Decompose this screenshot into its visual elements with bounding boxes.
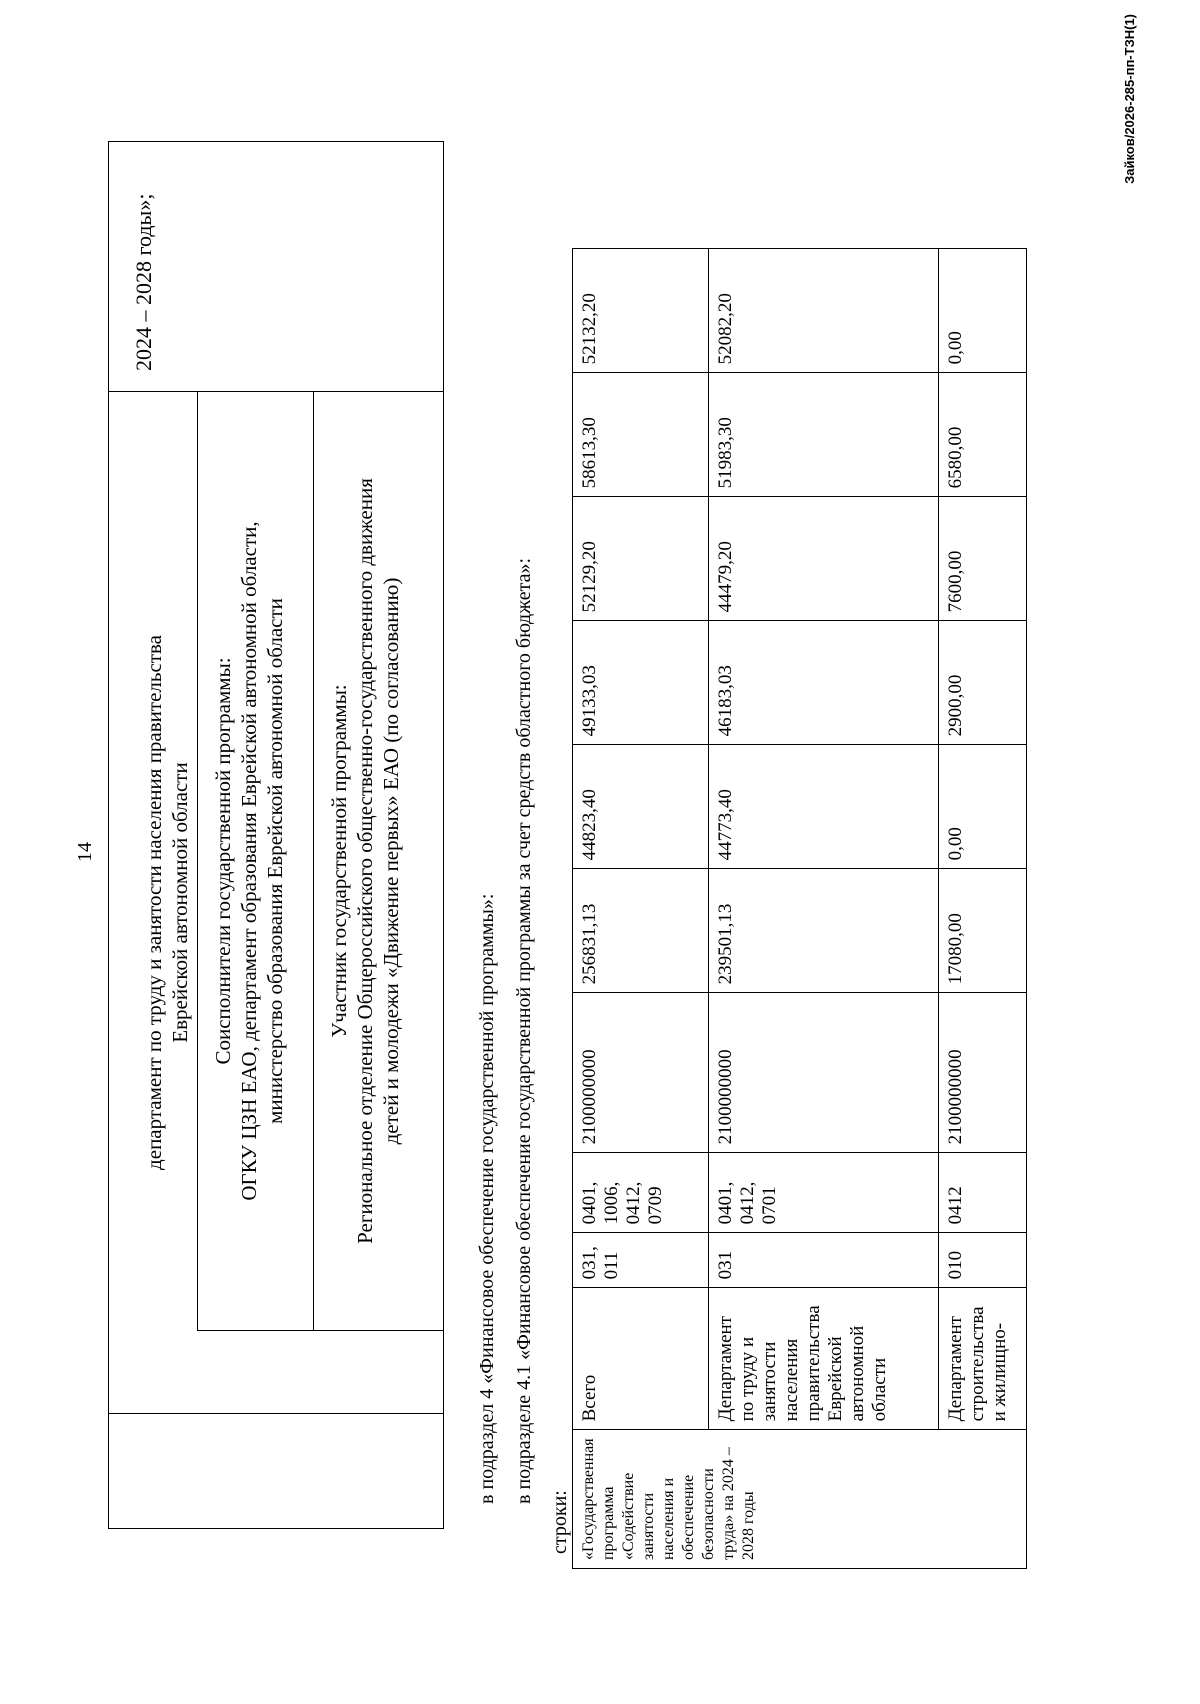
finance-table (572, 248, 1027, 1569)
responsible-executor (109, 392, 197, 1413)
participant-title: Участник государственной программы: (327, 684, 351, 1038)
year-2025-cell: 2900,00 (939, 621, 1027, 745)
target-cell: 2100000000 (709, 993, 939, 1153)
year-2027-cell: 6580,00 (939, 373, 1027, 497)
executor-cell: Департамент строительства и жилищно- (939, 1288, 1027, 1430)
year-2027-cell: 51983,30 (709, 373, 939, 497)
page-number: 14 (74, 842, 96, 862)
participant (313, 392, 443, 1331)
co-executors-title: Соисполнители государственной программы: (211, 657, 235, 1065)
year-2027-cell: 58613,30 (573, 373, 709, 497)
total-cell: 17080,00 (939, 869, 1027, 993)
responsible-line-1: департамент по труду и занятости населения правительства (142, 635, 166, 1170)
executor-cell: Департамент по труду и занятости населения правительства Еврейской автономной области (709, 1288, 939, 1430)
note-rows: строки: (549, 1490, 571, 1554)
program-info-table (108, 141, 444, 1529)
grbs-cell: 031, 011 (573, 1233, 709, 1288)
year-2024-cell: 44773,40 (709, 745, 939, 869)
participant-line-1: Региональное отделение Общероссийского общественно-государственного движения (353, 478, 377, 1244)
co-executors (197, 392, 313, 1331)
year-2026-cell: 52129,20 (573, 497, 709, 621)
year-2028-cell: 52132,20 (573, 249, 709, 373)
grbs-cell: 010 (939, 1233, 1027, 1288)
table-row (939, 249, 1027, 1569)
empty-label-cell (109, 1413, 443, 1528)
period-cell: 2024 – 2028 годы»; (109, 140, 443, 392)
table-row (709, 249, 939, 1569)
document-code: Зайков/2026-285-пп-ТЗН(1) (1122, 14, 1137, 184)
year-2025-cell: 46183,03 (709, 621, 939, 745)
program-name-cell: «Государственная программа «Содействие занятости населения и обеспечение безопасности труда» на 2024 – 2028 годы (573, 1430, 1027, 1569)
total-cell: 239501,13 (709, 869, 939, 993)
section-cell: 0412 (939, 1153, 1027, 1233)
co-executors-line-1: ОГКУ ЦЗН ЕАО, департамент образования Еврейской автономной области, (237, 521, 261, 1201)
year-2024-cell: 44823,40 (573, 745, 709, 869)
participant-line-2: детей и молодежи «Движение первых» ЕАО (по согласованию) (379, 577, 403, 1145)
target-cell: 2100000000 (573, 993, 709, 1153)
grbs-cell: 031 (709, 1233, 939, 1288)
year-2026-cell: 7600,00 (939, 497, 1027, 621)
year-2025-cell: 49133,03 (573, 621, 709, 745)
section-cell: 0401, 0412, 0701 (709, 1153, 939, 1233)
section-cell: 0401, 1006, 0412, 0709 (573, 1153, 709, 1233)
co-executors-line-2: министерство образования Еврейской автономной области (263, 598, 287, 1124)
year-2026-cell: 44479,20 (709, 497, 939, 621)
target-cell: 2100000000 (939, 993, 1027, 1153)
year-2028-cell: 52082,20 (709, 249, 939, 373)
note-subsection-4: в подраздел 4 «Финансовое обеспечение государственной программы»: (476, 893, 498, 1504)
year-2024-cell: 0,00 (939, 745, 1027, 869)
table-row (573, 249, 709, 1569)
executors-cell (109, 392, 443, 1413)
responsible-line-2: Еврейской автономной области (168, 762, 192, 1043)
total-cell: 256831,13 (573, 869, 709, 993)
executor-cell: Всего (573, 1288, 709, 1430)
year-2028-cell: 0,00 (939, 249, 1027, 373)
note-subsection-4-1: в подразделе 4.1 «Финансовое обеспечение государственной программы за счет средств областного бюджета»: (513, 557, 535, 1504)
